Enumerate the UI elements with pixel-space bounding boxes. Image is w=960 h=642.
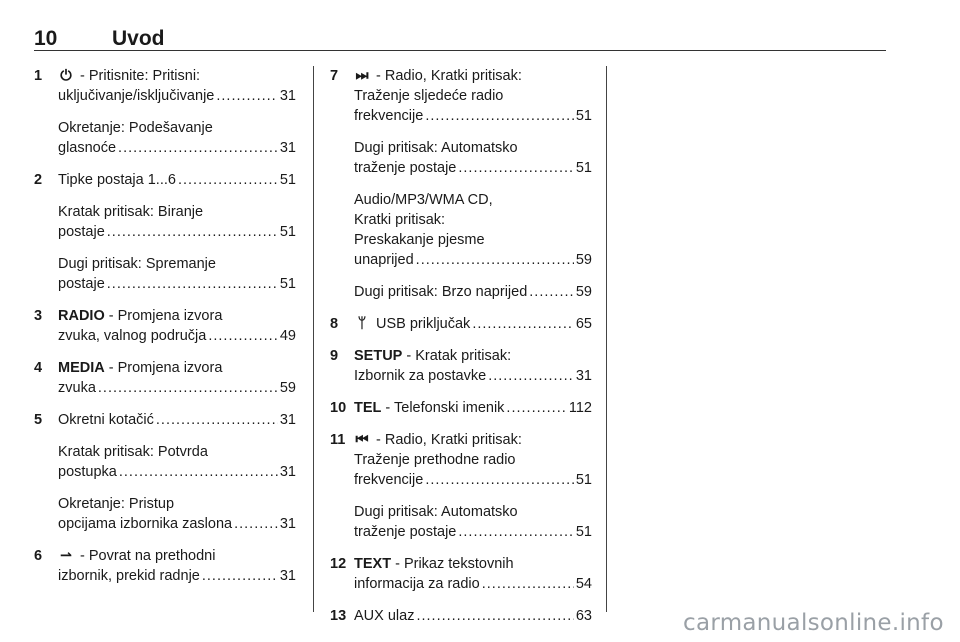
page-reference: 51 <box>575 524 592 540</box>
item-text: glasnoće <box>58 140 117 156</box>
item-text: - Povrat na prethodni <box>76 548 216 564</box>
list-item <box>330 606 592 626</box>
button-name: RADIO <box>58 308 105 324</box>
watermark-link[interactable]: carmanualsonline.info <box>683 610 944 636</box>
list-item <box>34 306 296 346</box>
page-reference: 65 <box>575 316 592 332</box>
page-reference: 54 <box>575 576 592 592</box>
item-text: Okretanje: Podešavanje <box>58 120 213 136</box>
page-header <box>34 26 886 51</box>
item-text: Izbornik za postavke <box>354 368 487 384</box>
item-text: AUX ulaz <box>354 608 415 624</box>
item-text: Preskakanje pjesme <box>354 232 485 248</box>
column-divider <box>313 66 314 612</box>
item-text: frekvencije <box>354 472 424 488</box>
item-text: Okretanje: Pristup <box>58 496 175 512</box>
item-text: - Telefonski imenik <box>381 400 505 416</box>
item-text: traženje postaje <box>354 160 457 176</box>
list-item <box>34 170 296 294</box>
item-text: postaje <box>58 276 105 292</box>
button-name: MEDIA <box>58 360 105 376</box>
page-reference: 51 <box>279 276 296 292</box>
item-text: zvuka <box>58 380 96 396</box>
item-text: USB priključak <box>372 316 471 332</box>
item-number: 9 <box>330 348 339 364</box>
item-number: 3 <box>34 308 43 324</box>
item-number: 2 <box>34 172 43 188</box>
power-icon: ⏻ <box>60 68 72 84</box>
button-name: SETUP <box>354 348 403 364</box>
middle-column <box>330 66 592 626</box>
list-item <box>330 554 592 594</box>
item-text: - Pritisnite: Pritisni: <box>76 68 201 84</box>
page-reference: 31 <box>279 412 296 428</box>
item-text: informacija za radio <box>354 576 480 592</box>
usb-icon: ᛘ <box>357 316 367 332</box>
page-reference: 51 <box>575 472 592 488</box>
item-text: Kratki pritisak: <box>354 212 446 228</box>
page-reference: 59 <box>279 380 296 396</box>
page-reference: 63 <box>575 608 592 624</box>
item-text: - Promjena izvora <box>104 360 223 376</box>
page-reference: 31 <box>575 368 592 384</box>
page-reference: 51 <box>279 172 296 188</box>
item-text: Traženje prethodne radio <box>354 452 516 468</box>
item-text: Dugi pritisak: Automatsko <box>354 504 518 520</box>
item-text: frekvencije <box>354 108 424 124</box>
back-arrow-icon: ⇀ <box>59 548 73 564</box>
page-reference: 59 <box>575 284 592 300</box>
item-text: Dugi pritisak: Brzo naprijed <box>354 284 528 300</box>
item-text: - Promjena izvora <box>104 308 223 324</box>
item-number: 11 <box>330 432 346 448</box>
list-item <box>34 546 296 586</box>
button-name: TEL <box>354 400 382 416</box>
item-text: Traženje sljedeće radio <box>354 88 504 104</box>
page-reference: 31 <box>279 464 296 480</box>
item-text: Tipke postaja 1...6 <box>58 172 176 188</box>
item-text: - Radio, Kratki pritisak: <box>372 68 522 84</box>
page-number: 10 <box>34 27 58 50</box>
list-item <box>34 66 296 158</box>
item-number: 4 <box>34 360 43 376</box>
item-text: opcijama izbornika zaslona <box>58 516 233 532</box>
item-number: 13 <box>330 608 347 624</box>
page-reference: 31 <box>279 140 296 156</box>
next-track-icon: ⏭ <box>355 68 369 84</box>
page-reference: 31 <box>279 568 296 584</box>
item-text: Dugi pritisak: Spremanje <box>58 256 216 272</box>
button-name: TEXT <box>354 556 392 572</box>
item-number: 7 <box>330 68 339 84</box>
page-reference: 31 <box>279 516 296 532</box>
item-text: Kratak pritisak: Biranje <box>58 204 204 220</box>
column-divider <box>606 66 607 612</box>
item-number: 10 <box>330 400 347 416</box>
item-text: zvuka, valnog područja <box>58 328 207 344</box>
list-item <box>330 314 592 334</box>
item-text: traženje postaje <box>354 524 457 540</box>
item-number: 1 <box>34 68 43 84</box>
item-number: 6 <box>34 548 43 564</box>
item-text: unaprijed <box>354 252 414 268</box>
item-text: - Prikaz tekstovnih <box>391 556 514 572</box>
list-item <box>330 430 592 542</box>
page-reference: 51 <box>279 224 296 240</box>
item-text: - Radio, Kratki pritisak: <box>372 432 522 448</box>
list-item <box>330 346 592 386</box>
list-item <box>34 410 296 534</box>
list-item <box>34 358 296 398</box>
item-text: Audio/MP3/WMA CD, <box>354 192 493 208</box>
item-text: izbornik, prekid radnje <box>58 568 200 584</box>
page-reference: 49 <box>279 328 296 344</box>
list-item <box>330 398 592 418</box>
previous-track-icon: ⏮ <box>355 432 369 448</box>
item-text: postaje <box>58 224 105 240</box>
item-number: 8 <box>330 316 339 332</box>
item-text: Okretni kotačić <box>58 412 154 428</box>
page-reference: 31 <box>279 88 296 104</box>
page-reference: 51 <box>575 160 592 176</box>
page-reference: 59 <box>575 252 592 268</box>
list-item <box>330 66 592 302</box>
page-reference: 51 <box>575 108 592 124</box>
page-reference: 112 <box>568 400 592 416</box>
item-text: Dugi pritisak: Automatsko <box>354 140 518 156</box>
item-number: 12 <box>330 556 347 572</box>
left-column <box>34 66 296 586</box>
item-text: Kratak pritisak: Potvrda <box>58 444 208 460</box>
item-text: postupka <box>58 464 117 480</box>
item-text: - Kratak pritisak: <box>402 348 512 364</box>
page-title: Uvod <box>112 27 165 50</box>
item-text: uključivanje/isključivanje <box>58 88 215 104</box>
item-number: 5 <box>34 412 43 428</box>
